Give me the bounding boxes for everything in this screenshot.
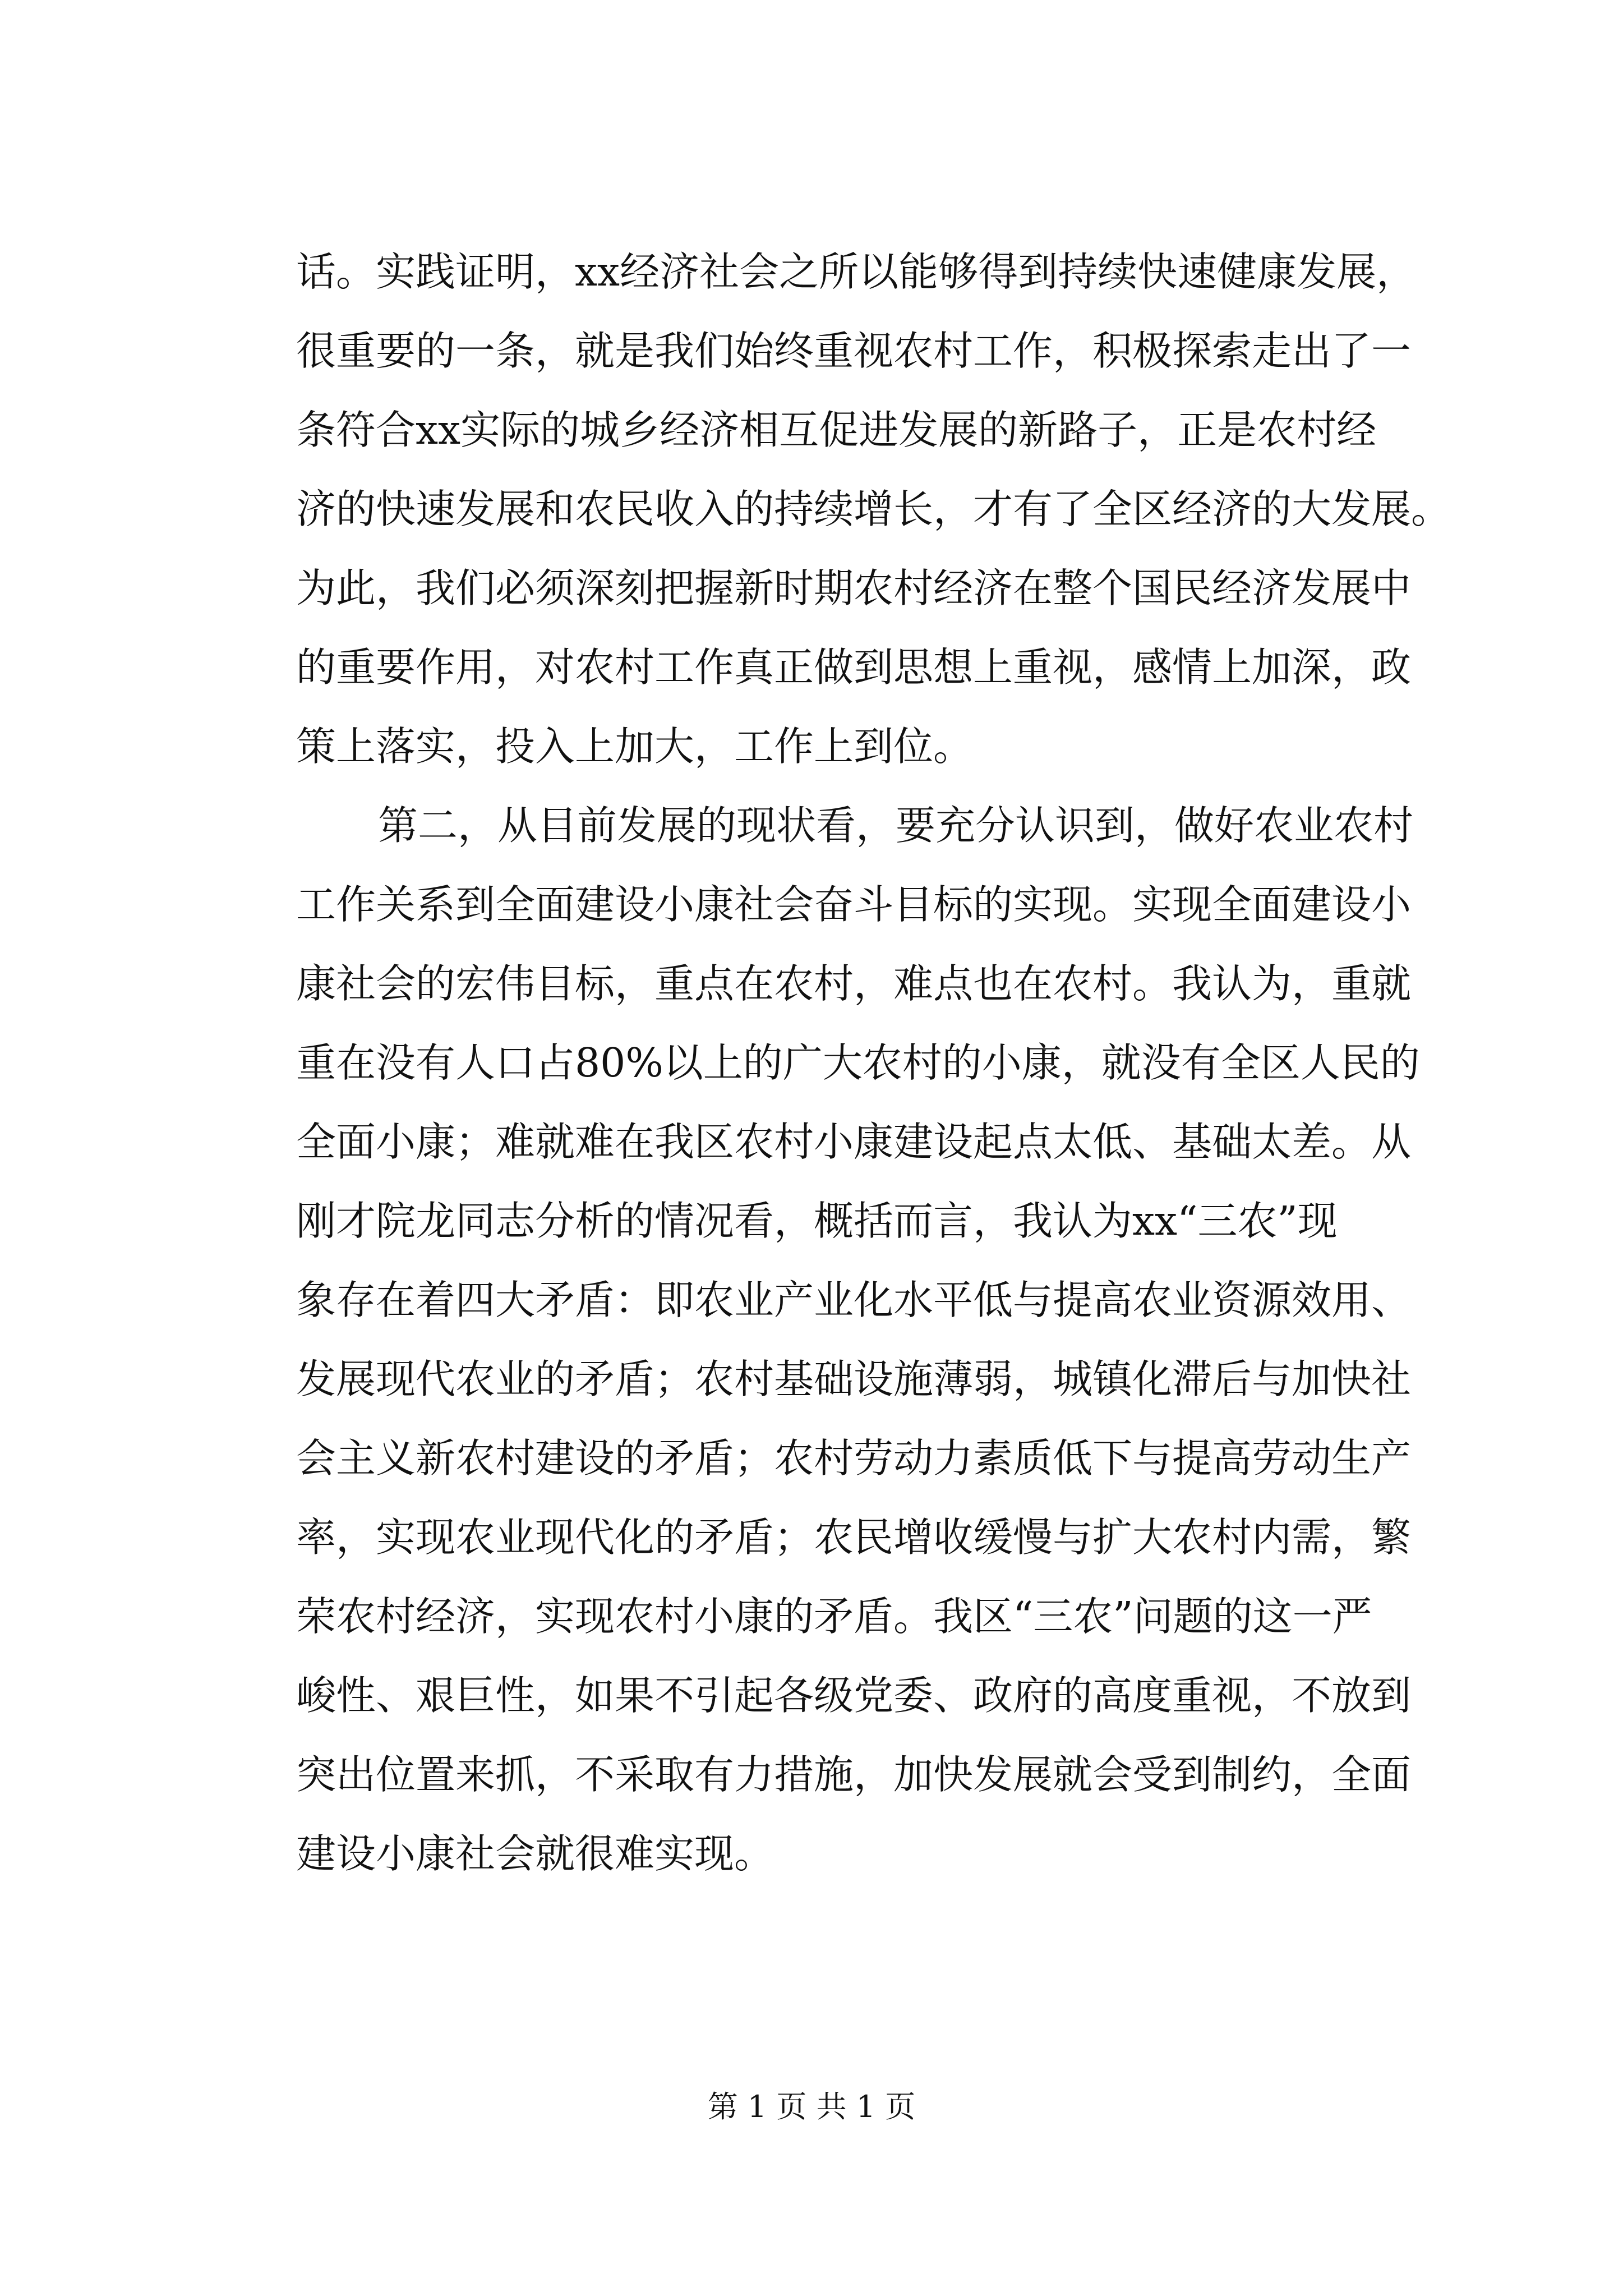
paragraph-line: 济的快速发展和农民收入的持续增长，才有了全区经济的大发展。 [296,486,1451,532]
paragraph-line: 率，实现农业现代化的矛盾；农民增收缓慢与扩大农村内需，繁 [296,1514,1412,1561]
paragraph-line: 发展现代农业的矛盾；农村基础设施薄弱，城镇化滞后与加快社 [296,1356,1412,1402]
paragraph-line: 的重要作用，对农村工作真正做到思想上重视，感情上加深，政 [296,644,1412,691]
paragraph-line: 建设小康社会就很难实现。 [296,1830,774,1877]
paragraph-line: 会主义新农村建设的矛盾；农村劳动力素质低下与提高劳动生产 [296,1435,1412,1481]
paragraph-line: 象存在着四大矛盾：即农业产业化水平低与提高农业资源效用、 [296,1277,1412,1323]
paragraph-line: 工作关系到全面建设小康社会奋斗目标的实现。实现全面建设小 [296,881,1412,928]
paragraph-line: 条符合xx实际的城乡经济相互促进发展的新路子，正是农村经 [296,407,1377,453]
paragraph-line: 策上落实，投入上加大，工作上到位。 [296,723,974,770]
paragraph-line: 全面小康；难就难在我区农村小康建设起点太低、基础太差。从 [296,1119,1412,1165]
paragraph-line: 很重要的一条，就是我们始终重视农村工作，积极探索走出了一 [296,328,1412,374]
paragraph-line: 刚才院龙同志分析的情况看，概括而言，我认为xx“三农”现 [296,1198,1338,1244]
paragraph-line: 为此，我们必须深刻把握新时期农村经济在整个国民经济发展中 [296,565,1412,611]
paragraph-line: 话。实践证明，xx经济社会之所以能够得到持续快速健康发展， [296,249,1417,295]
paragraph-line: 峻性、艰巨性，如果不引起各级党委、政府的高度重视，不放到 [296,1672,1412,1719]
paragraph-line: 第二，从目前发展的现状看，要充分认识到，做好农业农村 [378,802,1414,849]
page-footer: 第 1 页 共 1 页 [707,2089,916,2124]
paragraph-line: 荣农村经济，实现农村小康的矛盾。我区“三农”问题的这一严 [296,1593,1372,1640]
paragraph-line: 康社会的宏伟目标，重点在农村，难点也在农村。我认为，重就 [296,960,1412,1007]
paragraph-line: 突出位置来抓，不采取有力措施，加快发展就会受到制约，全面 [296,1751,1412,1798]
paragraph-line: 重在没有人口占80%以上的广大农村的小康，就没有全区人民的 [296,1039,1420,1086]
